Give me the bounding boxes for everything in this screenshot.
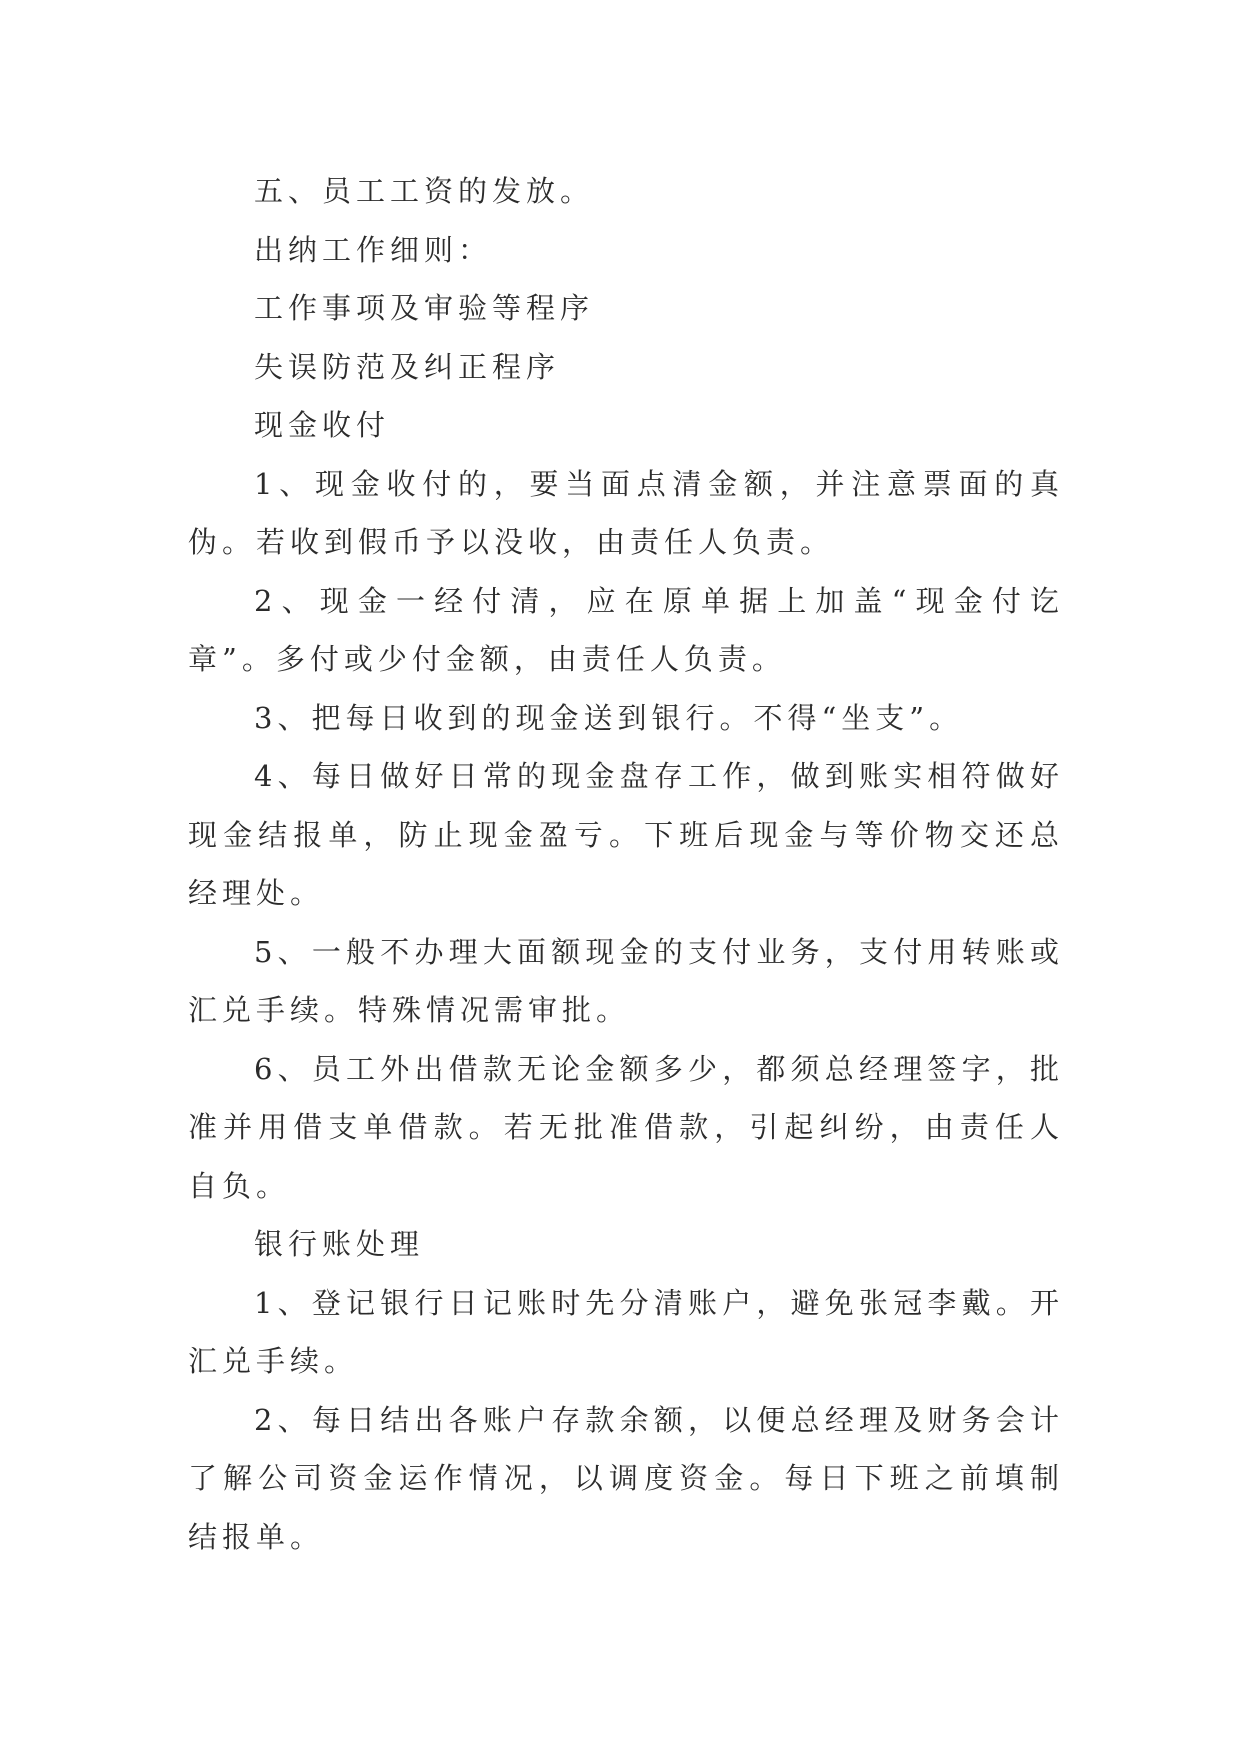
paragraph-cashier-rules-heading: 出纳工作细则：	[254, 232, 493, 267]
document-body	[188, 162, 1064, 1566]
paragraph-error-prevention: 失误防范及纠正程序	[254, 349, 561, 384]
paragraph-salary-item: 五、员工工资的发放。	[254, 174, 595, 208]
paragraph-work-items: 工作事项及审验等程序	[254, 291, 595, 325]
paragraph-cash-2: 2、现金一经付清，应在原单据上加盖“现金付讫章”。多付或少付金额，由责任人负责。	[188, 583, 1064, 676]
paragraph-cash-4: 4、每日做好日常的现金盘存工作，做到账实相符做好现金结报单，防止现金盈亏。下班后现金与等价物交还总经理处。	[188, 759, 1064, 910]
section-heading-bank: 银行账处理	[254, 1227, 425, 1261]
section-heading-cash: 现金收付	[254, 408, 391, 442]
paragraph-cash-6: 6、员工外出借款无论金额多少，都须总经理签字，批准并用借支单借款。若无批准借款，引起纠纷，由责任人自负。	[188, 1051, 1064, 1203]
paragraph-bank-2: 2、每日结出各账户存款余额，以便总经理及财务会计了解公司资金运作情况，以调度资金。每日下班之前填制结报单。	[188, 1402, 1064, 1554]
paragraph-cash-5: 5、一般不办理大面额现金的支付业务，支付用转账或汇兑手续。特殊情况需审批。	[188, 934, 1064, 1027]
paragraph-bank-1: 1、登记银行日记账时先分清账户，避免张冠李戴。开汇兑手续。	[188, 1285, 1064, 1378]
paragraph-cash-3: 3、把每日收到的现金送到银行。不得“坐支”。	[254, 700, 964, 735]
paragraph-cash-1: 1、现金收付的，要当面点清金额，并注意票面的真伪。若收到假币予以没收，由责任人负责。	[188, 466, 1064, 559]
